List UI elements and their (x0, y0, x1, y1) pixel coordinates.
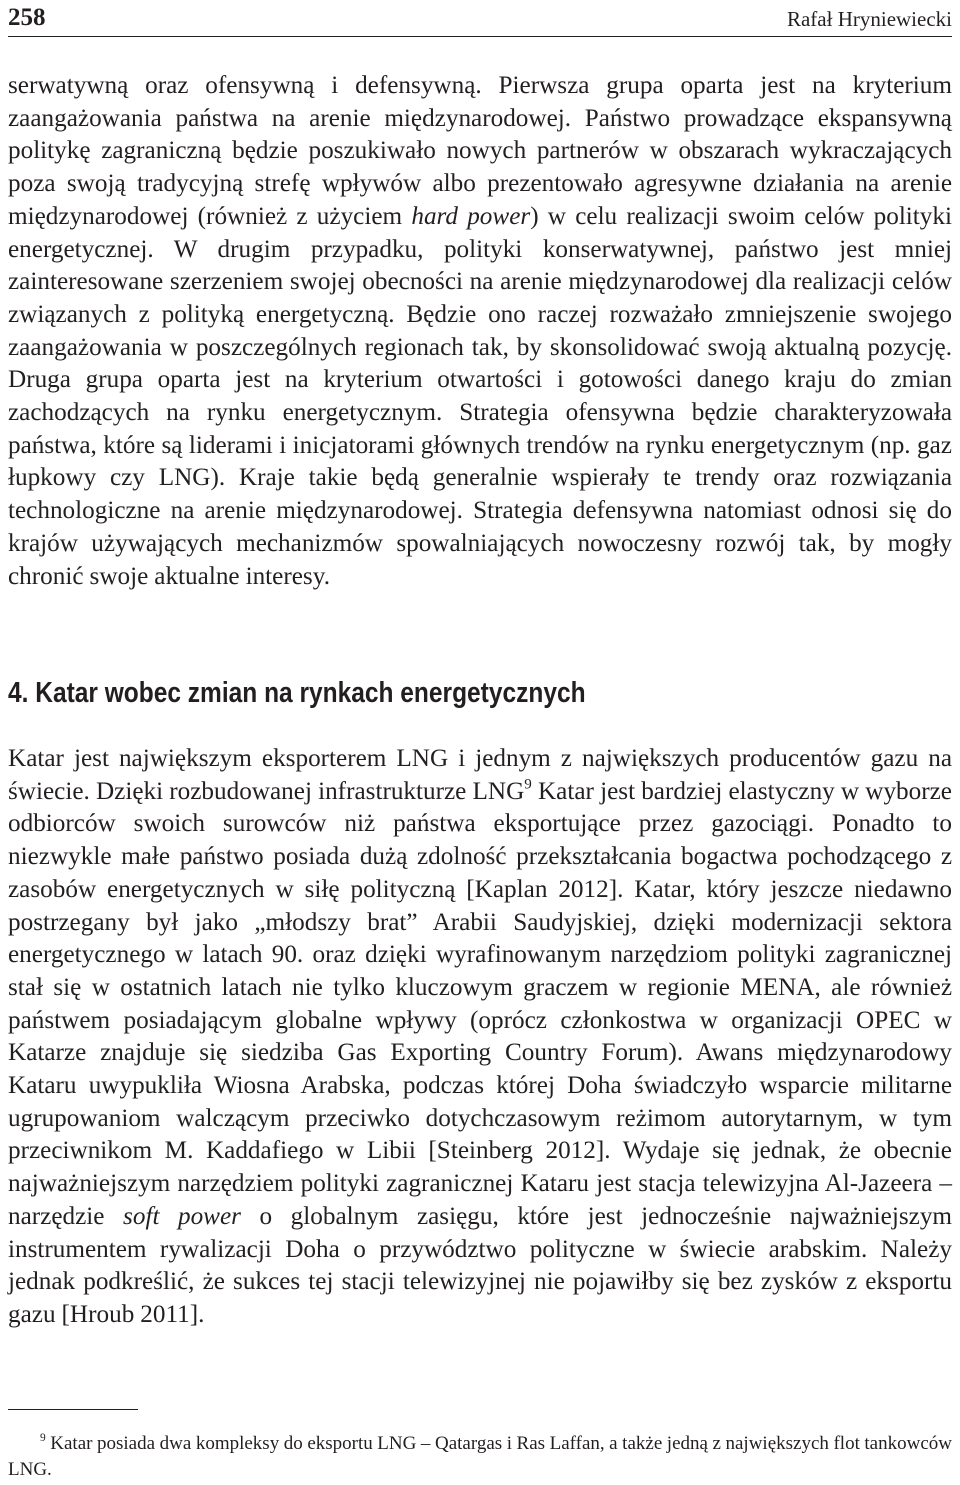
italic-term-soft-power: soft power (123, 1202, 241, 1230)
body-paragraph-1 (8, 70, 952, 593)
italic-term-hard-power: hard power (411, 202, 531, 230)
paragraph-1-text: serwatywną oraz ofensywną i defensywną. Pierwsza grupa oparta jest na kryterium zaangażowania państwa na arenie międzynarodowej. Państwo prowadzące ekspansywną politykę zagraniczną będzie poszukiwało nowych partnerów w obszarach wykraczających poza swoją tradycyjną strefę wpływów albo prezentowało agresywne działania na arenie międzynarodowej (również z użyciem (8, 72, 952, 230)
running-head-author: Rafał Hryniewiecki (786, 7, 952, 31)
paragraph-2-text-c: o globalnym zasięgu, które jest jednocześnie najważniejszym instrumentem rywalizacji Doha o przywództwo polityczne w świecie arabskim. Należy jednak podkreślić, że sukces tej stacji telewizyjnej nie pojawiłby się bez zysków z eksportu gazu [Hroub 2011]. (8, 1202, 953, 1328)
paragraph-1-text-rest: ) w celu realizacji swoim celów polityki energetycznej. W drugim przypadku, polityki konserwatywnej, państwo jest mniej zainteresowane szerzeniem swojej obecności na arenie międzynarodowej dla realizacji celów związanych z polityką energetyczną. Będzie ono raczej rozważało zmniejszenie swojego zaangażowania w poszczególnych regionach tak, by skonsolidować swoją aktualną pozycję. Druga grupa oparta jest na kryterium otwartości i gotowości danego kraju do zmian zachodzących na rynku energetycznym. Strategia ofensywna będzie charakteryzowała państwa, które są liderami i inicjatorami głównych trendów na rynku energetycznym (np. gaz łupkowy czy LNG). Kraje takie będą generalnie wspierały te trendy oraz rozwiązania technologiczne na arenie międzynarodowej. Strategia defensywna natomiast odnosi się do krajów używających mechanizmów spowalniających nowoczesny rozwój tak, by mogły chronić swoje aktualne interesy. (8, 202, 952, 590)
page-number: 258 (8, 4, 46, 31)
footnote-separator (8, 1409, 138, 1410)
page-header (8, 2, 952, 37)
paragraph-2-text-b: Katar jest bardziej elastyczny w wyborze odbiorców swoich surowców niż państwa eksportujące przez gazociągi. Ponadto to niezwykle małe państwo posiada dużą zdolność przekształcania bogactwa pochodzącego z zasobów energetycznych w siłę polityczną [Kaplan 2012]. Katar, który jeszcze niedawno postrzegany był jako „młodszy brat” Arabii Saudyjskiej, dzięki modernizacji sektora energetycznego w latach 90. oraz dzięki wyrafinowanym narzędziom polityki zagranicznej stał się w ostatnich latach nie tylko kluczowym graczem w regionie MENA, ale również państwem posiadającym globalne wpływy (oprócz członkostwa w organizacji OPEC w Katarze znajduje się siedziba Gas Exporting Country Forum). Awans międzynarodowy Kataru uwypukliła Wiosna Arabska, podczas której Doha świadczyło wsparcie militarne ugrupowaniom walczącym przeciwko dotychczasowym reżimom autorytarnym, w tym przeciwnikom M. Kaddafiego w Libii [Steinberg 2012]. Wydaje się jednak, że obecnie najważniejszym narzędziem polityki zagranicznej Kataru jest stacja telewizyjna Al-Jazeera – narzędzie (8, 777, 952, 1230)
footnote-reference: 9 (524, 776, 532, 793)
footnote-text: Katar posiada dwa kompleksy do eksportu LNG – Qatargas i Ras Laffan, a także jedną z największych flot tankowców LNG. (8, 1433, 952, 1480)
body-paragraph-2 (8, 743, 952, 1332)
footnote-number: 9 (40, 1432, 46, 1445)
footnote (8, 1431, 952, 1483)
paragraph-2-text-a: Katar jest największym eksporterem LNG i jednym z największych producentów gazu na świecie. Dzięki rozbudowanej infrastrukturze LNG (8, 745, 952, 805)
section-heading: 4. Katar wobec zmian na rynkach energetycznych (8, 677, 586, 709)
